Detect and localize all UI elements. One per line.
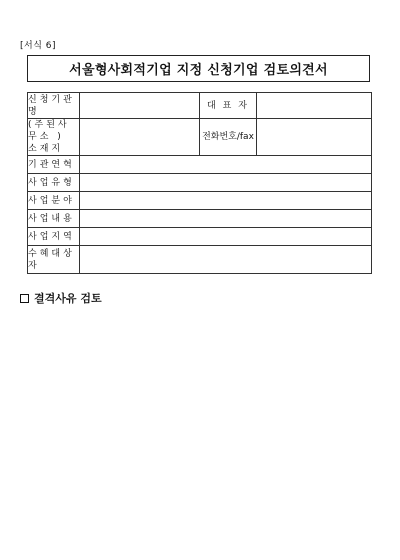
business-content-field[interactable] — [80, 210, 372, 228]
applicant-org-field[interactable] — [80, 93, 200, 119]
beneficiary-label: 수혜대상자 — [28, 246, 80, 274]
address-field[interactable] — [80, 119, 200, 156]
disqualification-checkbox[interactable] — [20, 294, 29, 303]
business-type-field[interactable] — [80, 174, 372, 192]
row-business-region — [28, 228, 372, 246]
applicant-org-label: 신청기관명 — [28, 93, 80, 119]
representative-field[interactable] — [257, 93, 372, 119]
row-address — [28, 119, 372, 156]
beneficiary-field[interactable] — [80, 246, 372, 274]
review-form-table — [27, 92, 372, 274]
row-history — [28, 156, 372, 174]
business-region-label: 사업지역 — [28, 228, 80, 246]
business-region-field[interactable] — [80, 228, 372, 246]
business-field-field[interactable] — [80, 192, 372, 210]
phone-fax-label: 전화번호/fax — [200, 119, 257, 156]
business-type-label: 사업유형 — [28, 174, 80, 192]
history-field[interactable] — [80, 156, 372, 174]
form-number: [서식 6] — [20, 41, 56, 51]
phone-fax-field[interactable] — [257, 119, 372, 156]
history-label: 기관연혁 — [28, 156, 80, 174]
address-label: (주된사무소 ) 소재지 — [28, 119, 80, 156]
business-field-label: 사업분야 — [28, 192, 80, 210]
document-title: 서울형사회적기업 지정 신청기업 검토의견서 — [69, 63, 328, 78]
row-business-content — [28, 210, 372, 228]
document-title-box — [27, 55, 370, 82]
disqualification-label: 결격사유 검토 — [34, 292, 102, 305]
disqualification-review — [20, 290, 102, 306]
row-applicant-org — [28, 93, 372, 119]
row-business-field — [28, 192, 372, 210]
business-content-label: 사업내용 — [28, 210, 80, 228]
row-business-type — [28, 174, 372, 192]
representative-label: 대 표 자 — [200, 93, 257, 119]
row-beneficiary — [28, 246, 372, 274]
